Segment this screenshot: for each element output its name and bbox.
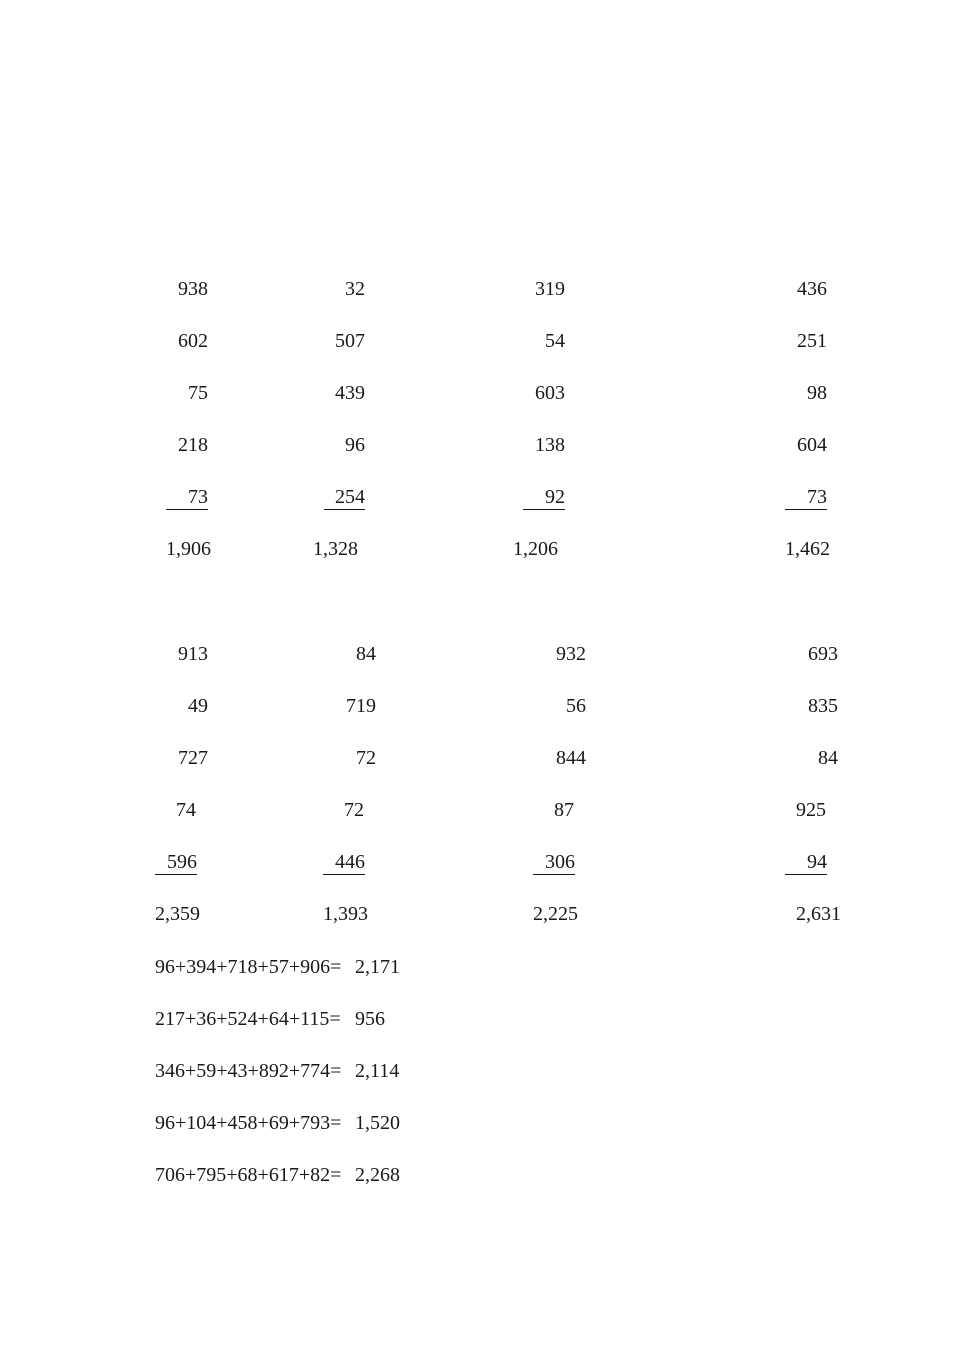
equation-result: 956	[355, 1008, 385, 1030]
sum-total: 1,906	[166, 538, 211, 560]
addend: 49	[188, 695, 208, 717]
addend-underlined: 73	[785, 485, 827, 510]
addend: 436	[797, 278, 827, 300]
addend: 87	[554, 799, 574, 821]
addend: 925	[796, 799, 826, 821]
equation-row	[155, 1007, 385, 1031]
equation-expression: 96+394+718+57+906=	[155, 956, 342, 978]
sum-total: 2,631	[796, 903, 841, 925]
addend-underlined: 92	[523, 485, 565, 510]
equation-row	[155, 955, 400, 979]
sum-total: 2,359	[155, 903, 200, 925]
equation-result: 2,268	[355, 1164, 400, 1186]
addend-underlined: 254	[324, 485, 365, 510]
sum-total: 1,393	[323, 903, 368, 925]
equation-expression: 217+36+524+64+115=	[155, 1008, 341, 1030]
equation-result: 2,114	[355, 1060, 400, 1082]
sum-total: 1,328	[313, 538, 358, 560]
addend: 693	[808, 643, 838, 665]
equation-result: 2,171	[355, 956, 400, 978]
addend: 32	[345, 278, 365, 300]
addend-underlined: 94	[785, 850, 827, 875]
equation-result: 1,520	[355, 1112, 400, 1134]
addend: 75	[188, 382, 208, 404]
addend: 84	[356, 643, 376, 665]
equation-row	[155, 1059, 400, 1083]
addend-underlined: 596	[155, 850, 197, 875]
addend: 913	[178, 643, 208, 665]
addend: 218	[178, 434, 208, 456]
addend: 835	[808, 695, 838, 717]
addend: 507	[335, 330, 365, 352]
addend: 72	[344, 799, 364, 821]
addend: 56	[566, 695, 586, 717]
equation-expression: 346+59+43+892+774=	[155, 1060, 342, 1082]
addend: 54	[545, 330, 565, 352]
addend: 251	[797, 330, 827, 352]
equation-row	[155, 1163, 400, 1187]
addend: 938	[178, 278, 208, 300]
addend: 727	[178, 747, 208, 769]
addend-underlined: 306	[533, 850, 575, 875]
equation-expression: 96+104+458+69+793=	[155, 1112, 342, 1134]
addend: 96	[345, 434, 365, 456]
addend: 844	[556, 747, 586, 769]
addend: 84	[818, 747, 838, 769]
addend: 603	[535, 382, 565, 404]
addend: 439	[335, 382, 365, 404]
addend-underlined: 73	[166, 485, 208, 510]
addend: 72	[356, 747, 376, 769]
sum-total: 2,225	[533, 903, 578, 925]
addend: 319	[535, 278, 565, 300]
addend: 138	[535, 434, 565, 456]
sum-total: 1,462	[785, 538, 830, 560]
equation-row	[155, 1111, 400, 1135]
addend: 604	[797, 434, 827, 456]
addend: 932	[556, 643, 586, 665]
addend: 74	[176, 799, 196, 821]
addend: 602	[178, 330, 208, 352]
addend: 98	[807, 382, 827, 404]
equation-expression: 706+795+68+617+82=	[155, 1164, 342, 1186]
addend: 719	[346, 695, 376, 717]
addend-underlined: 446	[323, 850, 365, 875]
sum-total: 1,206	[513, 538, 558, 560]
